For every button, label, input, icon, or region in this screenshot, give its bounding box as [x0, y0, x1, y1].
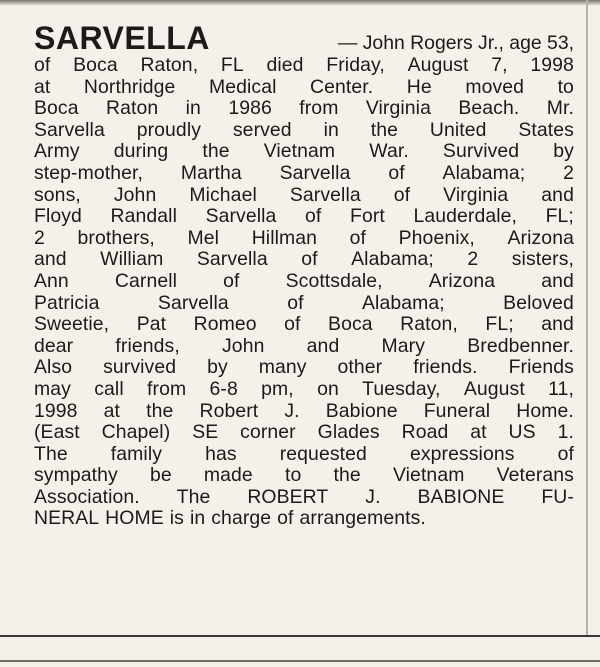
obituary-word: be	[149, 464, 172, 487]
obituary-word: States	[518, 118, 574, 141]
obituary-word: on	[317, 377, 339, 400]
obituary-word: sympathy	[34, 464, 118, 487]
obituary-word: 1998	[530, 54, 574, 76]
obituary-word: by	[553, 140, 574, 163]
obituary-word: served	[232, 118, 292, 141]
obituary-word: Alabama;	[442, 161, 526, 184]
obituary-word: Raton	[106, 97, 159, 120]
obituary-word: Mel	[187, 226, 220, 249]
obituary-word: FL;	[485, 313, 514, 336]
obituary-word: by	[207, 356, 228, 379]
obituary-text-line	[34, 401, 574, 423]
obituary-word: FL;	[545, 205, 574, 228]
obituary-word: step-mother,	[34, 161, 143, 184]
obituary-word: many	[258, 356, 307, 379]
obituary-word: Road	[401, 421, 449, 444]
obituary-word: at	[103, 399, 121, 422]
obituary-word: Sarvella	[289, 183, 361, 206]
obituary-word: 1986	[228, 97, 272, 120]
bottom-rule-lower	[0, 660, 600, 662]
obituary-word: Michael	[189, 183, 257, 206]
obituary-word: Alabama;	[362, 291, 445, 314]
obituary-text-line	[34, 271, 574, 293]
obituary-word: ROBERT	[247, 485, 329, 508]
obituary-text-line	[34, 379, 574, 401]
obituary-text-line	[34, 98, 574, 120]
obituary-word: The	[176, 485, 211, 508]
obituary-word: Martha	[180, 161, 242, 184]
obituary-word: made	[203, 464, 253, 487]
obituary-word: Mr.	[546, 97, 574, 120]
obituary-word: of	[223, 269, 240, 292]
obituary-word: pm,	[261, 377, 294, 400]
bottom-rule	[0, 635, 600, 637]
obituary-text-line	[34, 141, 574, 163]
obituary-headline-line	[34, 22, 574, 54]
obituary-word: Randall	[110, 205, 177, 228]
obituary-word: BABIONE	[417, 485, 505, 508]
obituary-word: corner	[240, 421, 296, 444]
obituary-word: Vietnam	[392, 464, 465, 487]
obituary-word: Raton,	[400, 313, 458, 336]
obituary-word: survived	[103, 356, 177, 379]
obituary-word: (East	[34, 421, 80, 444]
obituary-word: of	[301, 248, 318, 271]
obituary-first-line-text: — John Rogers Jr., age 53,	[337, 32, 574, 54]
obituary-word: expressions	[409, 442, 515, 465]
obituary-text-line	[34, 508, 574, 530]
obituary-word: Scottsdale,	[285, 269, 383, 292]
obituary-text-line	[34, 314, 574, 336]
obituary-word: Phoenix,	[398, 226, 475, 249]
obituary-word: Beach.	[458, 97, 520, 120]
obituary-word: of	[284, 313, 301, 336]
obituary-word: William	[100, 248, 164, 271]
obituary-word: Survived	[442, 140, 520, 163]
obituary-word: Boca	[328, 313, 373, 336]
obituary-text-line	[34, 163, 574, 185]
obituary-word: Center.	[310, 75, 374, 98]
obituary-word: Glades	[317, 421, 380, 444]
obituary-word: brothers,	[77, 226, 155, 249]
obituary-word: NERAL	[34, 507, 100, 530]
obituary-word: 11,	[548, 377, 574, 400]
obituary-word: War.	[369, 140, 409, 163]
obituary-word: Patricia	[34, 291, 100, 314]
obituary-word: family	[110, 442, 163, 465]
obituary-word: of	[277, 507, 294, 530]
obituary-word: the	[146, 399, 174, 422]
obituary-word: call	[94, 377, 124, 400]
obituary-word: the	[202, 140, 230, 163]
obituary-word: 7,	[491, 54, 508, 76]
obituary-word: Sarvella	[279, 161, 351, 184]
obituary-word: sons,	[34, 183, 81, 206]
obituary-text-line	[34, 249, 574, 271]
obituary-word: John	[222, 334, 265, 357]
obituary-word: Also	[34, 356, 73, 379]
obituary-word: and	[541, 313, 574, 336]
obituary-word: Friday,	[326, 54, 385, 76]
obituary-column	[34, 22, 574, 530]
obituary-word: moved	[465, 75, 525, 98]
obituary-word: in	[189, 507, 206, 530]
obituary-word: requested	[279, 442, 367, 465]
obituary-word: at	[470, 421, 487, 444]
obituary-word: FU-	[541, 485, 574, 508]
obituary-word: He	[406, 75, 432, 98]
obituary-word: 2	[467, 248, 479, 271]
obituary-text-line	[34, 487, 574, 509]
obituary-word: the	[370, 118, 398, 141]
obituary-word: Virginia	[365, 97, 431, 120]
obituary-surname: SARVELLA	[34, 20, 210, 56]
obituary-word: and	[541, 183, 574, 206]
obituary-word: Medical	[208, 75, 277, 98]
obituary-word: dear	[34, 334, 74, 357]
obituary-text-line	[34, 206, 574, 228]
column-right-border	[586, 0, 588, 636]
obituary-word: of	[287, 291, 304, 314]
obituary-word: Arizona	[428, 269, 496, 292]
obituary-word: Fort	[350, 205, 385, 228]
obituary-word: 1.	[557, 421, 574, 444]
obituary-text-line	[34, 120, 574, 142]
obituary-word: August	[463, 377, 525, 400]
obituary-word: Funeral	[423, 399, 491, 422]
obituary-word: Bredbenner.	[467, 334, 574, 357]
obituary-word: Northridge	[83, 75, 176, 98]
obituary-word: Floyd	[34, 205, 82, 228]
obituary-word: United	[429, 118, 487, 141]
obituary-text-line	[34, 465, 574, 487]
obituary-word: Army	[34, 140, 80, 163]
obituary-word: Alabama;	[351, 248, 434, 271]
obituary-word: Friends	[508, 356, 574, 379]
obituary-word: The	[34, 442, 68, 465]
obituary-word: of	[557, 442, 574, 465]
obituary-text-line	[34, 422, 574, 444]
obituary-word: US	[508, 421, 536, 444]
obituary-word: Beloved	[503, 291, 574, 314]
obituary-word: 1998	[34, 399, 78, 422]
obituary-word: other	[337, 356, 383, 379]
obituary-word: and	[541, 269, 574, 292]
obituary-word: and	[34, 248, 67, 271]
obituary-word: Chapel)	[101, 421, 171, 444]
obituary-word: Sweetie,	[34, 313, 110, 336]
obituary-word: in	[323, 118, 339, 141]
obituary-word: during	[113, 140, 169, 163]
obituary-word: to	[284, 464, 302, 487]
obituary-text-line	[34, 185, 574, 207]
obituary-word: Vietnam	[263, 140, 336, 163]
obituary-word: of	[393, 183, 411, 206]
obituary-word: of	[388, 161, 405, 184]
obituary-word: Ann	[34, 269, 69, 292]
obituary-word: J.	[365, 485, 381, 508]
obituary-word: Carnell	[114, 269, 178, 292]
obituary-word: 2	[34, 226, 45, 249]
obituary-word: Home.	[516, 399, 574, 422]
obituary-word: FL	[220, 54, 244, 76]
obituary-word: may	[34, 377, 71, 400]
obituary-word: HOME	[105, 507, 164, 530]
obituary-word: Hillman	[251, 226, 318, 249]
obituary-word: and	[306, 334, 340, 357]
obituary-word: at	[34, 75, 51, 98]
obituary-word: has	[205, 442, 237, 465]
obituary-word: Robert	[199, 399, 259, 422]
obituary-word: 2	[563, 161, 574, 184]
obituary-word: Association.	[34, 485, 140, 508]
obituary-word: Sarvella	[157, 291, 229, 314]
obituary-word: Tuesday,	[362, 377, 441, 400]
obituary-word: is	[169, 507, 184, 530]
obituary-word: Pat	[136, 313, 167, 336]
obituary-word: Babione	[325, 399, 398, 422]
obituary-word: Boca	[73, 54, 118, 76]
obituary-word: from	[147, 377, 187, 400]
obituary-word: Boca	[34, 97, 79, 120]
obituary-word: Sarvella	[196, 248, 268, 271]
obituary-text-line	[34, 444, 574, 466]
obituary-word: Arizona	[507, 226, 574, 249]
obituary-word: arrangements.	[299, 507, 426, 530]
obituary-text-line	[34, 228, 574, 250]
obituary-word: friends,	[115, 334, 180, 357]
obituary-word: Romeo	[193, 313, 257, 336]
obituary-text-line	[34, 336, 574, 358]
obituary-word: Lauderdale,	[413, 205, 517, 228]
obituary-word: of	[34, 54, 51, 76]
obituary-text-line	[34, 357, 574, 379]
obituary-word: Veterans	[496, 464, 574, 487]
obituary-word: died	[266, 54, 304, 76]
obituary-word: of	[349, 226, 367, 249]
obituary-word: to	[557, 75, 574, 98]
obituary-word: Sarvella	[205, 205, 277, 228]
obituary-word: J.	[284, 399, 300, 422]
obituary-word: Raton,	[140, 54, 199, 76]
obituary-word: charge	[211, 507, 272, 530]
obituary-word: Virginia	[443, 183, 509, 206]
obituary-word: Sarvella	[34, 118, 105, 141]
obituary-word: 6-8	[209, 377, 238, 400]
obituary-word: from	[299, 97, 339, 120]
obituary-text-line	[34, 77, 574, 99]
obituary-word: August	[407, 54, 469, 76]
obituary-word: proudly	[136, 118, 202, 141]
obituary-text-line	[34, 293, 574, 315]
obituary-word: SE	[192, 421, 219, 444]
obituary-word: friends.	[413, 356, 478, 379]
obituary-word: the	[333, 464, 361, 487]
obituary-word: in	[185, 97, 201, 120]
obituary-word: of	[305, 205, 322, 228]
obituary-word: Mary	[381, 334, 426, 357]
obituary-body	[34, 55, 574, 530]
obituary-word: John	[113, 183, 157, 206]
top-edge-shadow	[0, 0, 600, 6]
obituary-word: sisters,	[511, 248, 574, 271]
